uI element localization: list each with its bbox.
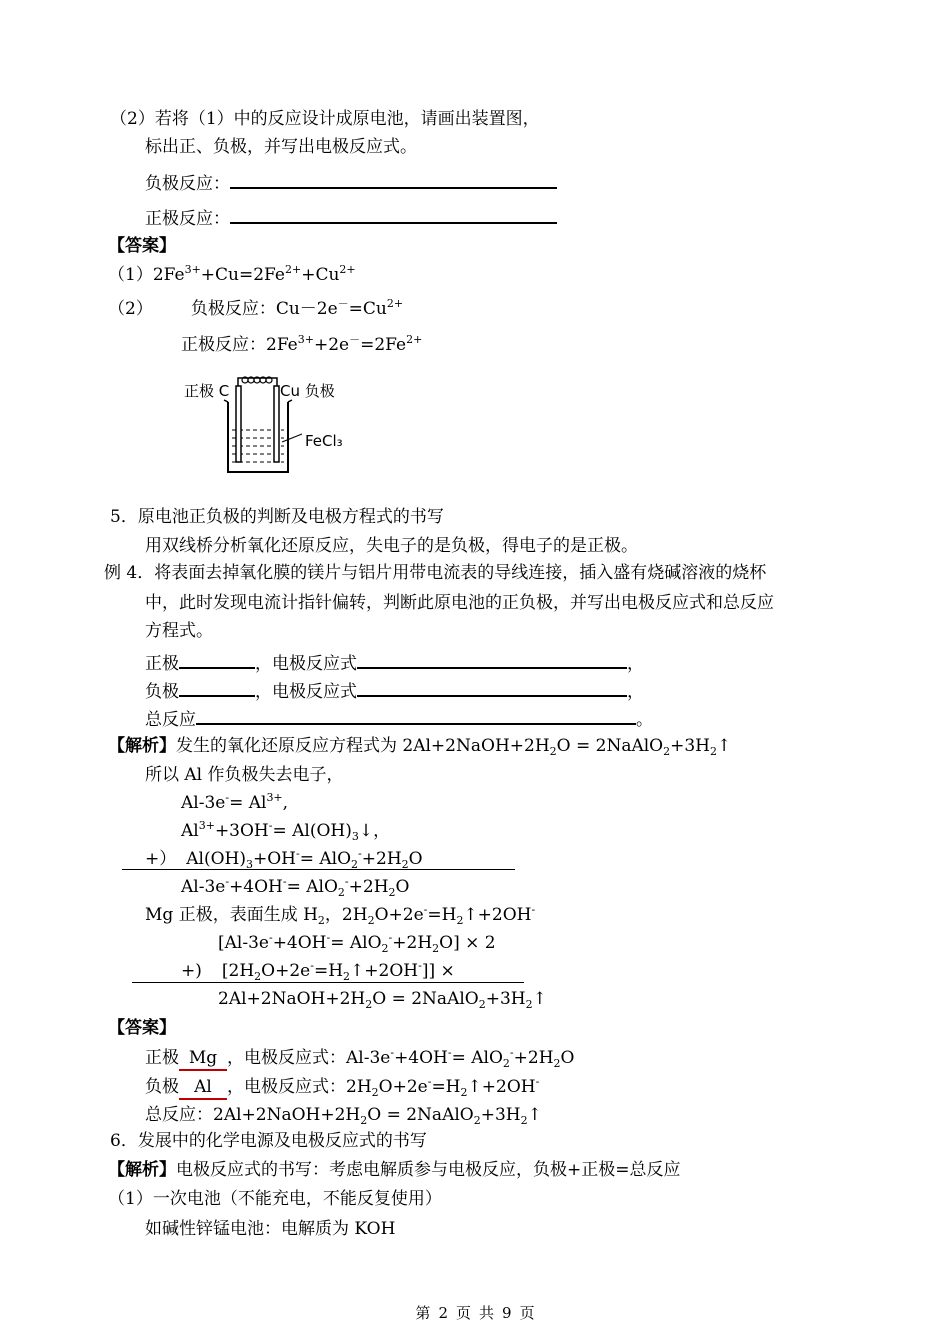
neg-reaction-blank[interactable] [357, 678, 627, 697]
copper-electrode [274, 386, 279, 462]
figure-solution-label: FeCl₃ [305, 432, 343, 450]
example-4-line2: 中，此时发现电流计指针偏转，判断此原电池的正负极，并写出电极反应式和总反应 [145, 593, 774, 613]
question-2-line1: （2）若将（1）中的反应设计成原电池，请画出装置图， [110, 109, 540, 129]
page-footer: 第 2 页 共 9 页 [415, 1304, 535, 1322]
al-net-eq: $Al-3e^-+4OH^-= AlO_2^-+2H_2O$ [181, 875, 410, 899]
mg-positive-line: Mg 正极，表面生成 $H_2$，$2H_2O+2e^-=H_2↑+2OH^-$ [145, 903, 536, 927]
plus-sign-1: +） [145, 849, 177, 869]
analysis-heading: 【解析】 [108, 736, 176, 756]
answer-heading: 【答案】 [108, 236, 176, 256]
answer-1-equation: $(1)2Fe^{3+}+Cu=2Fe^{2+}+Cu^{2+}$ [108, 263, 356, 285]
analysis-intro: 【解析】发生的氧化还原反应方程式为 $2Al+2NaOH+2H_2O$ = $2NaAlO_2+3H_2↑$ [108, 736, 732, 758]
positive-reaction-label: 正极反应： [145, 209, 230, 229]
positive-reaction-blank[interactable] [230, 205, 557, 224]
example-4-label: 例 4． [104, 563, 155, 583]
answer-neg-row: 负极 Al ，电极反应式：$2H_2O+2e^-=H_2↑+2OH^-$ [145, 1075, 540, 1099]
section-6-analysis: 【解析】电极反应式的书写：考虑电解质参与电极反应，负极+正极=总反应 [108, 1160, 681, 1180]
example-pos-row: 正极 ，电极反应式 ， [145, 650, 644, 675]
section-6-item-1: （1）一次电池（不能充电，不能反复使用） [108, 1189, 442, 1209]
answer-neg-label: 负极反应： [190, 299, 276, 319]
page-number: 2 [438, 1304, 448, 1322]
al-half-eq-2: $Al^{3+}+3OH^-=$ $Al(OH)_3↓$， [181, 819, 391, 843]
answer-pos-label: 正极反应： [181, 335, 266, 355]
sum-rule-2 [132, 982, 524, 983]
solution-leader-line [282, 434, 302, 442]
answer-neg-value: Al [179, 1076, 227, 1100]
pos-electrode-blank[interactable] [179, 650, 255, 669]
total-pages: 9 [502, 1304, 512, 1322]
answer-total-row: 总反应：$2Al+2NaOH+2H_2O$ = $2NaAlO_2+3H_2↑$ [145, 1105, 542, 1127]
section-6-example: 如碱性锌锰电池：电解质为 KOH [145, 1219, 396, 1239]
figure-neg-label: Cu 负极 [280, 382, 335, 400]
answer-2-heading: 【答案】 [108, 1018, 176, 1038]
example-4-line3: 方程式。 [145, 621, 213, 641]
answer-2-prefix: （2） [108, 299, 153, 319]
answer-pos-value: Mg [179, 1047, 227, 1071]
section-5-title: 5．原电池正负极的判断及电极方程式的书写 [110, 507, 444, 527]
neg-electrode-blank[interactable] [179, 678, 255, 697]
sum-rule-1 [122, 869, 515, 870]
negative-reaction-label: 负极反应： [145, 174, 230, 194]
question-2-line2: 标出正、负极，并写出电极反应式。 [145, 137, 417, 157]
carbon-electrode [236, 386, 241, 462]
answer-2-positive: 正极反应：$2Fe^{3+}+2e^-=2Fe^{2+}$ [181, 333, 423, 355]
positive-reaction-prompt [145, 205, 557, 230]
example-neg-row: 负极 ，电极反应式 ， [145, 678, 644, 703]
example-4-line1: 例 4．将表面去掉氧化膜的镁片与铝片用带电流表的导线连接，插入盛有烧碱溶液的烧杯 [104, 563, 767, 583]
al-half-eq-3: +） $Al(OH)_3+OH^-= AlO_2^-+2H_2O$ [145, 847, 423, 871]
section-5-text: 用双线桥分析氧化还原反应，失电子的是负极，得电子的是正极。 [145, 536, 638, 556]
total-eq: $2Al+2NaOH+2H_2O$ = $2NaAlO_2+3H_2↑$ [218, 989, 547, 1011]
pos-reaction-blank[interactable] [357, 650, 627, 669]
answer-pos-row: 正极 Mg ，电极反应式：$Al-3e^-+4OH^-= AlO_2^-+2H_2O$ [145, 1046, 575, 1070]
plus-sign-2: +) [181, 961, 202, 981]
analysis-al-line: 所以 Al 作负极失去电子， [145, 765, 344, 785]
scaled-al-eq: $[Al-3e^-+4OH^-= AlO_2^-+2H_2O] \times 2$ [218, 931, 496, 955]
negative-reaction-blank[interactable] [230, 170, 557, 189]
example-total-row: 总反应 。 [145, 706, 653, 731]
scaled-h2-eq: +) $[2H_2O+2e^-=H_2↑+2OH^-]$] × [181, 959, 455, 983]
al-half-eq-1: $Al-3e^-= Al^{3+}$, [181, 791, 289, 813]
answer-2-negative: （2） 负极反应：$Cu-2e^-=Cu^{2+}$ [108, 297, 404, 319]
figure-pos-label: 正极 C [184, 382, 230, 400]
section-6-title: 6．发展中的化学电源及电极反应式的书写 [110, 1131, 427, 1151]
total-reaction-blank[interactable] [196, 706, 636, 725]
answer-1-prefix: （1） [108, 265, 153, 285]
negative-reaction-prompt [145, 170, 557, 195]
